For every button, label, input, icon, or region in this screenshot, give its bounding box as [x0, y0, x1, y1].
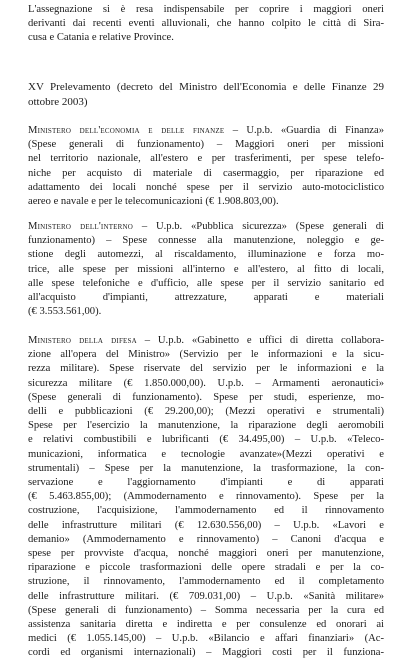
text-line: [28, 334, 384, 348]
text-line: struzione, il rinnovamento, l'ammodernamento ed il completamento: [28, 576, 384, 588]
ministero-interno-paragraph: [28, 220, 384, 319]
text-line: delle infrastrutture militari. (€ 709.031,00) – U.p.b. «Sanità militare»: [28, 590, 384, 602]
text-line: (€ 5.463.855,00); (Ammodernamento e rinnovamento). Spese per la: [28, 491, 384, 503]
text-line: costruzione, l'acquisizione, l'ammodernamento ed il rinnovamento: [28, 505, 384, 517]
text-segment: – U.p.b. «Pubblica sicurezza» (Spese generali di: [141, 221, 384, 232]
ministry-label: Ministero dell'interno: [28, 221, 134, 232]
text-line: ottobre 2003): [28, 95, 88, 108]
text-line: strumentali) – Spese per la manutenzione, la trasformazione, la con-: [28, 462, 384, 474]
text-line: niche per acquisto di materiale di casermaggio, per riparazione ed: [28, 167, 384, 179]
text-line: alle spese telefoniche e d'ufficio, alle spese per il servizio sanitario ed: [28, 277, 384, 289]
intro-paragraph: [28, 3, 384, 46]
text-line: riparazione e piccole trasformazioni delle opere stradali e per la co-: [28, 562, 384, 574]
text-line: delli e pubblicazioni (€ 29.200,00); (Mezzi operativi e strumentali): [28, 406, 384, 418]
text-line: zione all'opera del Ministro» (Servizio per le informazioni e la sicu-: [28, 349, 384, 361]
text-line: [28, 220, 384, 234]
text-line: adattamento dei locali nonché spese per il servizio auto-motociclistico: [28, 181, 384, 193]
text-line: delle infrastrutture militari (€ 12.630.556,00) – U.p.b. «Lavori e: [28, 519, 384, 531]
ministry-label: Ministero dell'economia e delle finanze: [28, 125, 225, 136]
text-line: (Spese generali di funzionamento) – Maggiori oneri per missioni: [28, 139, 384, 151]
text-line: Spese per l'esercizio la manutenzione, la riparazione degli aeromobili: [28, 420, 384, 432]
text-line: cusa e Catania e relative Province.: [28, 32, 174, 44]
text-line: funzionamento) – Spese connesse alla manutenzione, noleggio e ge-: [28, 235, 384, 247]
text-line: L'assegnazione si è resa indispensabile per coprire i maggiori oneri: [28, 4, 384, 15]
text-line: assistenza sanitaria diretta e indiretta e per consulenze ed onorari ai: [28, 619, 384, 631]
ministero-difesa-paragraph: [28, 334, 384, 661]
text-line: (Spese generali di funzionamento) – Somma necessaria per la cura ed: [28, 604, 384, 616]
text-line: stione degli automezzi, al riscaldamento, illuminazione e forza mo-: [28, 249, 384, 261]
text-line: trice, alle spese per missioni all'interno e all'estero, al fitto di locali,: [28, 263, 384, 275]
text-line: cordi ed organismi internazionali) – Maggiori costi per il funziona-: [28, 647, 384, 659]
text-line: (€ 3.553.561,00).: [28, 306, 102, 318]
text-line: (Spese generali di funzionamento). Spese per studi, esperienze, mo-: [28, 391, 384, 403]
text-line: municazioni, informatica e tecnologie avanzate»(Mezzi operativi e: [28, 448, 384, 460]
text-segment: – U.p.b. «Guardia di Finanza»: [232, 125, 384, 136]
text-segment: – U.p.b. «Gabinetto e uffici di diretta collabora-: [144, 335, 384, 346]
text-line: spese per provviste d'acqua, nonché maggiori oneri per manutenzione,: [28, 548, 384, 560]
ministero-economia-paragraph: [28, 124, 384, 209]
text-line: sicurezza militare (€ 1.850.000,00). U.p.b. – Armamenti aeronautici»: [28, 377, 384, 389]
text-line: [28, 124, 384, 138]
text-line: demanio» (Ammodernamento e rinnovamento) – Canoni d'acqua e: [28, 533, 384, 545]
text-line: all'acquisto d'impianti, attrezzature, apparati e materiali: [28, 292, 384, 304]
ministry-label: Ministero della difesa: [28, 335, 137, 346]
text-line: medici (€ 1.055.145,00) – U.p.b. «Bilancio e affari finanziari» (Ac-: [28, 633, 384, 645]
text-line: XV Prelevamento (decreto del Ministro dell'Economia e delle Finanze 29: [28, 81, 384, 93]
text-line: servazione e l'aggiornamento d'impianti e di apparati: [28, 477, 384, 489]
text-line: aereo e navale e per le telecomunicazioni (€ 1.908.803,00).: [28, 196, 279, 208]
text-line: nel territorio nazionale, all'estero e per trasferimenti, per spese telefo-: [28, 153, 384, 165]
section-heading-xv: [28, 80, 384, 109]
text-line: rezza militare). Spese riservate del servizio per le informazioni e la: [28, 363, 384, 375]
text-line: derivanti dai recenti eventi alluvionali, che hanno colpito le città di Sira-: [28, 18, 384, 30]
text-line: e relativi combustibili e lubrificanti (€ 34.495,00) – U.p.b. «Teleco-: [28, 434, 384, 446]
